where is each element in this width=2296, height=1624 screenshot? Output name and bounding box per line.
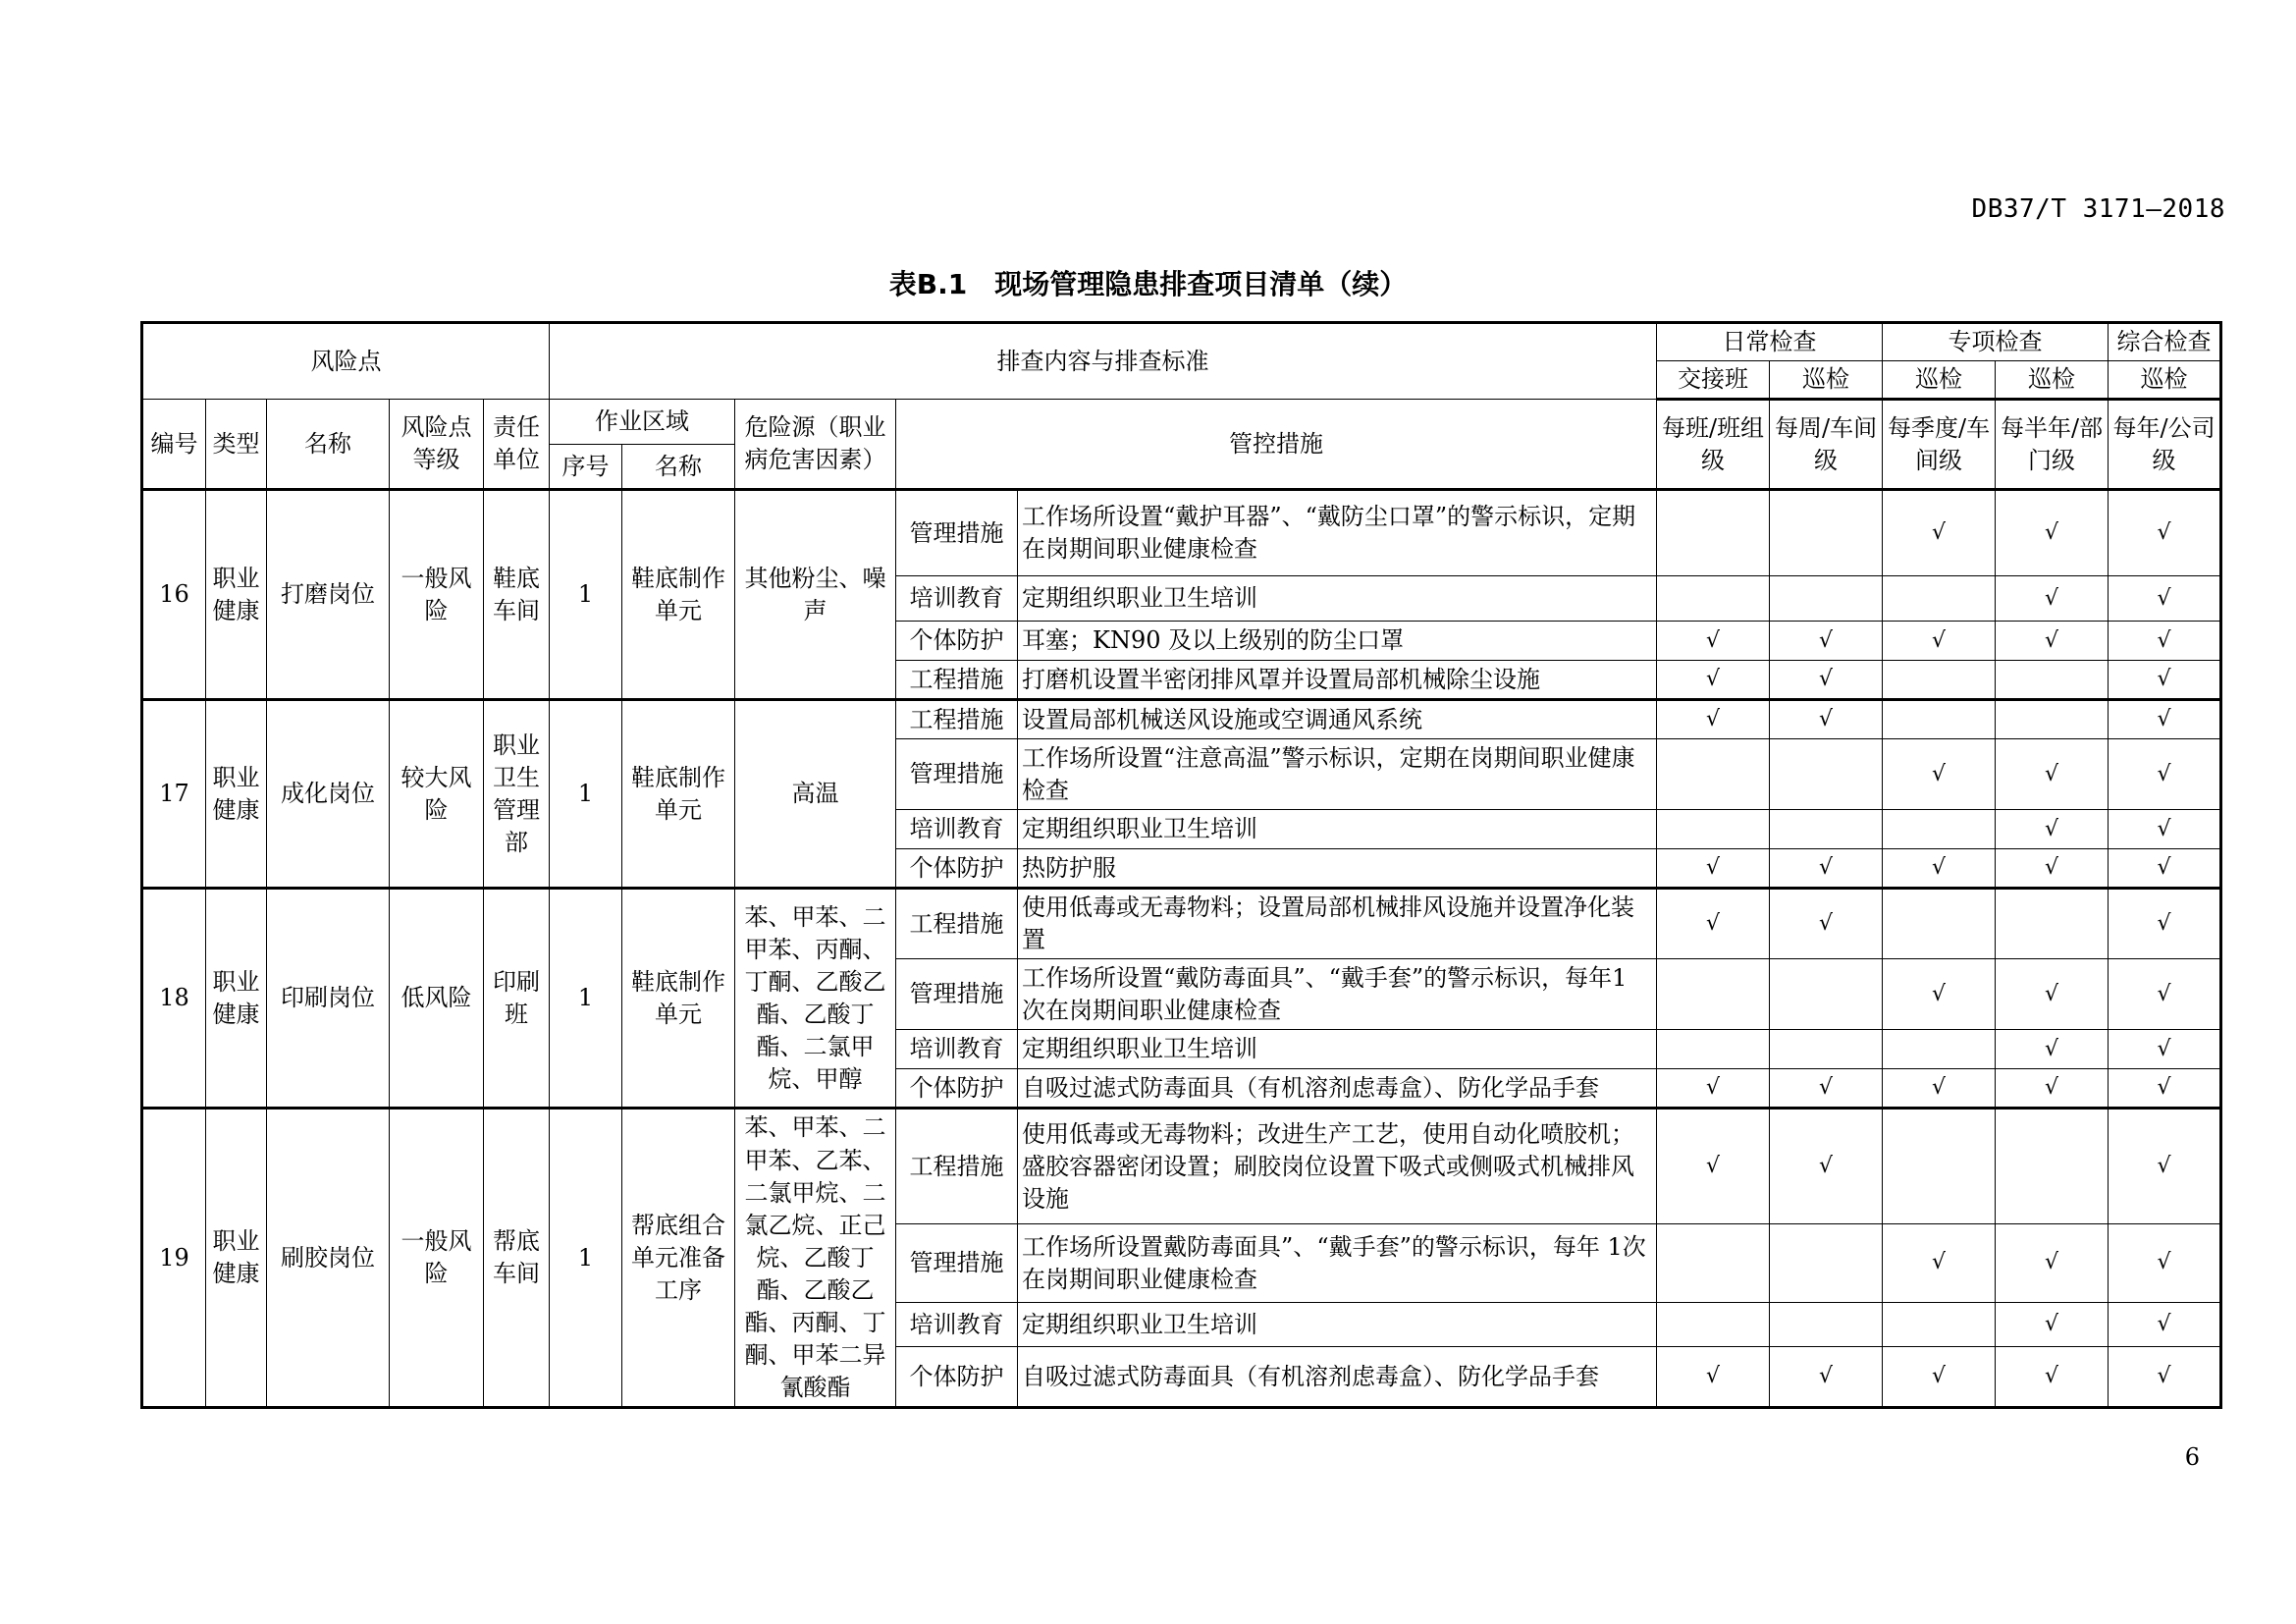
header-freq-1: 每班/班组级	[1657, 400, 1770, 490]
check-cell	[1770, 1030, 1883, 1069]
risk-level: 一般风险	[390, 1109, 484, 1408]
check-cell	[1883, 810, 1996, 849]
check-cell	[1770, 1223, 1883, 1302]
measure-category: 工程措施	[896, 700, 1018, 739]
check-cell	[1770, 810, 1883, 849]
check-cell	[1996, 1109, 2109, 1224]
check-cell: √	[1657, 661, 1770, 700]
check-cell	[1883, 1030, 1996, 1069]
check-cell: √	[1770, 661, 1883, 700]
measure-category: 个体防护	[896, 849, 1018, 889]
header-daily: 日常检查	[1657, 323, 1883, 361]
check-cell: √	[2109, 622, 2221, 661]
check-cell: √	[1657, 622, 1770, 661]
risk-type: 职业健康	[206, 490, 267, 700]
measure-text: 使用低毒或无毒物料；设置局部机械排风设施并设置净化装置	[1018, 889, 1657, 959]
check-cell: √	[1657, 889, 1770, 959]
check-cell: √	[1996, 1030, 2109, 1069]
risk-id: 17	[142, 700, 206, 889]
area-name: 鞋底制作单元	[622, 700, 735, 889]
check-cell	[1770, 576, 1883, 622]
table-body	[142, 323, 2221, 1408]
table-row	[142, 700, 2221, 739]
check-cell: √	[1996, 849, 2109, 889]
header-row-3	[142, 400, 2221, 445]
measure-category: 个体防护	[896, 622, 1018, 661]
header-row-1	[142, 323, 2221, 361]
risk-type: 职业健康	[206, 1109, 267, 1408]
responsible-unit: 鞋底车间	[484, 490, 550, 700]
measure-text: 工作场所设置“戴护耳器”、“戴防尘口罩”的警示标识，定期在岗期间职业健康检查	[1018, 490, 1657, 576]
measure-category: 个体防护	[896, 1069, 1018, 1109]
risk-name: 打磨岗位	[267, 490, 390, 700]
check-cell: √	[2109, 1030, 2221, 1069]
check-cell	[1996, 889, 2109, 959]
check-cell	[1996, 661, 2109, 700]
check-cell: √	[1883, 622, 1996, 661]
risk-type: 职业健康	[206, 889, 267, 1109]
header-unit: 责任单位	[484, 400, 550, 490]
header-area-name: 名称	[622, 445, 735, 490]
check-cell: √	[1883, 1223, 1996, 1302]
header-freq-5: 每年/公司级	[2109, 400, 2221, 490]
measure-text: 设置局部机械送风设施或空调通风系统	[1018, 700, 1657, 739]
header-seq: 序号	[550, 445, 622, 490]
check-cell: √	[2109, 889, 2221, 959]
check-cell: √	[2109, 490, 2221, 576]
header-level: 风险点等级	[390, 400, 484, 490]
measure-text: 热防护服	[1018, 849, 1657, 889]
check-cell: √	[2109, 810, 2221, 849]
area-seq: 1	[550, 490, 622, 700]
hazard-checklist-table	[140, 321, 2222, 1409]
header-freq-3: 每季度/车间级	[1883, 400, 1996, 490]
header-type: 类型	[206, 400, 267, 490]
check-cell: √	[2109, 1069, 2221, 1109]
header-id: 编号	[142, 400, 206, 490]
check-cell	[1883, 700, 1996, 739]
header-risk-point: 风险点	[142, 323, 550, 400]
check-cell: √	[1657, 1109, 1770, 1224]
check-cell: √	[1770, 889, 1883, 959]
check-cell: √	[2109, 1346, 2221, 1408]
hazard-source: 高温	[735, 700, 896, 889]
area-name: 鞋底制作单元	[622, 490, 735, 700]
check-cell	[1883, 889, 1996, 959]
area-seq: 1	[550, 889, 622, 1109]
measure-category: 个体防护	[896, 1346, 1018, 1408]
check-cell: √	[2109, 661, 2221, 700]
table-row	[142, 889, 2221, 959]
check-cell	[1883, 661, 1996, 700]
area-seq: 1	[550, 700, 622, 889]
responsible-unit: 印刷班	[484, 889, 550, 1109]
measure-category: 培训教育	[896, 576, 1018, 622]
risk-level: 低风险	[390, 889, 484, 1109]
check-cell	[1657, 810, 1770, 849]
measure-category: 工程措施	[896, 1109, 1018, 1224]
check-cell: √	[1883, 1069, 1996, 1109]
risk-name: 印刷岗位	[267, 889, 390, 1109]
measure-text: 耳塞；KN90 及以上级别的防尘口罩	[1018, 622, 1657, 661]
check-cell: √	[1770, 1109, 1883, 1224]
measure-text: 定期组织职业卫生培训	[1018, 810, 1657, 849]
check-cell: √	[1996, 576, 2109, 622]
check-cell: √	[1770, 1346, 1883, 1408]
responsible-unit: 帮底车间	[484, 1109, 550, 1408]
measure-text: 工作场所设置“戴防毒面具”、“戴手套”的警示标识，每年1 次在岗期间职业健康检查	[1018, 959, 1657, 1030]
area-seq: 1	[550, 1109, 622, 1408]
check-cell	[1883, 1303, 1996, 1347]
check-cell: √	[1996, 622, 2109, 661]
measure-text: 工作场所设置“注意高温”警示标识，定期在岗期间职业健康检查	[1018, 739, 1657, 810]
risk-id: 16	[142, 490, 206, 700]
check-cell: √	[1770, 700, 1883, 739]
header-patrol-4: 巡检	[2109, 361, 2221, 400]
measure-text: 自吸过滤式防毒面具（有机溶剂虑毒盒）、防化学品手套	[1018, 1069, 1657, 1109]
header-name: 名称	[267, 400, 390, 490]
check-cell	[1996, 700, 2109, 739]
risk-level: 一般风险	[390, 490, 484, 700]
check-cell: √	[1996, 1303, 2109, 1347]
table-row	[142, 490, 2221, 576]
check-cell: √	[1883, 849, 1996, 889]
risk-type: 职业健康	[206, 700, 267, 889]
measure-category: 培训教育	[896, 1303, 1018, 1347]
check-cell	[1657, 490, 1770, 576]
header-content: 排查内容与排查标准	[550, 323, 1657, 400]
hazard-source: 其他粉尘、噪声	[735, 490, 896, 700]
check-cell: √	[1996, 490, 2109, 576]
check-cell: √	[1996, 739, 2109, 810]
header-patrol-2: 巡检	[1883, 361, 1996, 400]
hazard-source: 苯、甲苯、二甲苯、丙酮、丁酮、乙酸乙酯、乙酸丁酯、二氯甲烷、甲醇	[735, 889, 896, 1109]
check-cell: √	[1996, 1223, 2109, 1302]
check-cell	[1770, 1303, 1883, 1347]
check-cell	[1657, 959, 1770, 1030]
check-cell: √	[2109, 739, 2221, 810]
check-cell: √	[1770, 849, 1883, 889]
measure-text: 定期组织职业卫生培训	[1018, 576, 1657, 622]
check-cell: √	[2109, 576, 2221, 622]
header-special: 专项检查	[1883, 323, 2109, 361]
header-freq-2: 每周/车间级	[1770, 400, 1883, 490]
measure-text: 工作场所设置戴防毒面具”、“戴手套”的警示标识，每年 1次在岗期间职业健康检查	[1018, 1223, 1657, 1302]
header-patrol-1: 巡检	[1770, 361, 1883, 400]
table-row	[142, 1109, 2221, 1224]
check-cell	[1657, 1303, 1770, 1347]
measure-category: 工程措施	[896, 661, 1018, 700]
header-comprehensive: 综合检查	[2109, 323, 2221, 361]
check-cell: √	[1657, 1069, 1770, 1109]
check-cell: √	[1883, 739, 1996, 810]
check-cell: √	[2109, 1109, 2221, 1224]
measure-category: 管理措施	[896, 490, 1018, 576]
measure-text: 自吸过滤式防毒面具（有机溶剂虑毒盒）、防化学品手套	[1018, 1346, 1657, 1408]
risk-id: 19	[142, 1109, 206, 1408]
check-cell	[1883, 576, 1996, 622]
measure-text: 定期组织职业卫生培训	[1018, 1030, 1657, 1069]
check-cell: √	[2109, 849, 2221, 889]
header-freq-4: 每半年/部门级	[1996, 400, 2109, 490]
check-cell: √	[2109, 959, 2221, 1030]
risk-name: 刷胶岗位	[267, 1109, 390, 1408]
measure-text: 定期组织职业卫生培训	[1018, 1303, 1657, 1347]
check-cell: √	[1883, 490, 1996, 576]
risk-id: 18	[142, 889, 206, 1109]
check-cell: √	[1657, 849, 1770, 889]
measure-category: 培训教育	[896, 1030, 1018, 1069]
measure-category: 管理措施	[896, 959, 1018, 1030]
measure-text: 打磨机设置半密闭排风罩并设置局部机械除尘设施	[1018, 661, 1657, 700]
check-cell	[1657, 576, 1770, 622]
header-handover: 交接班	[1657, 361, 1770, 400]
header-area: 作业区域	[550, 400, 735, 445]
measure-category: 管理措施	[896, 1223, 1018, 1302]
check-cell: √	[1996, 959, 2109, 1030]
check-cell: √	[1770, 1069, 1883, 1109]
check-cell: √	[1996, 810, 2109, 849]
responsible-unit: 职业卫生管理部	[484, 700, 550, 889]
check-cell: √	[1657, 700, 1770, 739]
header-patrol-3: 巡检	[1996, 361, 2109, 400]
check-cell: √	[1657, 1346, 1770, 1408]
header-hazard: 危险源（职业病危害因素）	[735, 400, 896, 490]
check-cell: √	[2109, 1303, 2221, 1347]
check-cell: √	[1996, 1069, 2109, 1109]
header-control: 管控措施	[896, 400, 1657, 490]
check-cell	[1770, 959, 1883, 1030]
measure-category: 工程措施	[896, 889, 1018, 959]
check-cell: √	[1883, 959, 1996, 1030]
check-cell	[1657, 1223, 1770, 1302]
measure-text: 使用低毒或无毒物料；改进生产工艺，使用自动化喷胶机；盛胶容器密闭设置；刷胶岗位设置下吸式或侧吸式机械排风设施	[1018, 1109, 1657, 1224]
check-cell: √	[1770, 622, 1883, 661]
check-cell: √	[1996, 1346, 2109, 1408]
check-cell	[1770, 490, 1883, 576]
check-cell	[1883, 1109, 1996, 1224]
standard-code: DB37/T 3171—2018	[1971, 194, 2225, 224]
area-name: 帮底组合单元准备工序	[622, 1109, 735, 1408]
check-cell: √	[1883, 1346, 1996, 1408]
hazard-source: 苯、甲苯、二甲苯、乙苯、二氯甲烷、二氯乙烷、正己烷、乙酸丁酯、乙酸乙酯、丙酮、丁酮、甲苯二异氰酸酯	[735, 1109, 896, 1408]
check-cell	[1770, 739, 1883, 810]
risk-level: 较大风险	[390, 700, 484, 889]
area-name: 鞋底制作单元	[622, 889, 735, 1109]
risk-name: 成化岗位	[267, 700, 390, 889]
check-cell: √	[2109, 1223, 2221, 1302]
table-caption: 表B.1 现场管理隐患排查项目清单（续）	[888, 268, 1408, 300]
page-number: 6	[2184, 1443, 2200, 1471]
measure-category: 培训教育	[896, 810, 1018, 849]
check-cell	[1657, 739, 1770, 810]
measure-category: 管理措施	[896, 739, 1018, 810]
check-cell	[1657, 1030, 1770, 1069]
check-cell: √	[2109, 700, 2221, 739]
